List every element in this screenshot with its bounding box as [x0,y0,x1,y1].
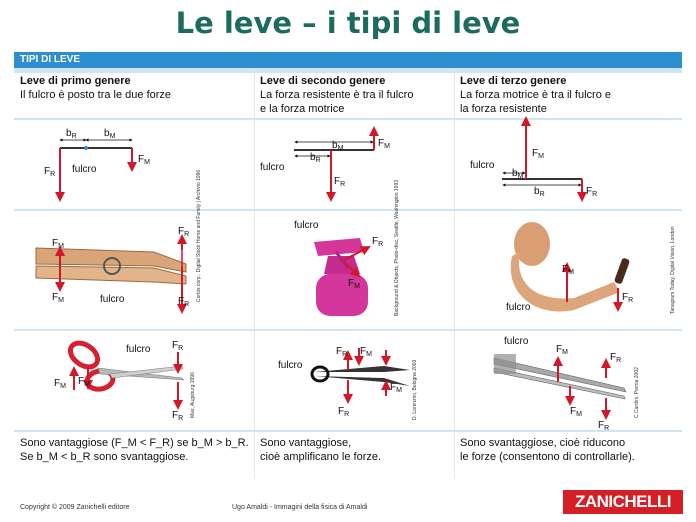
label-FR: $F_R$ [622,292,634,304]
label-bM: $b_M$ [512,168,524,180]
label-fulcro: fulcro [504,336,529,347]
copyright: Copyright © 2009 Zanichelli editore [20,504,130,511]
label-FR: $F_R$ [338,406,350,418]
photo-credit: Tanagram Today, Digital Vision, London [670,226,676,314]
label-FR: $F_R$ [598,420,610,432]
label-FM: $F_M$ [360,346,372,358]
label-FM: $F_M$ [570,406,582,418]
label-fulcro: fulcro [72,164,97,175]
publisher-logo: ZANICHELLI [563,490,683,514]
label-fulcro: fulcro [260,162,285,173]
col2-heading: Leve di secondo genere La forza resistente è tra il fulcro e la forza motrice [260,75,414,115]
label-FM: $F_M$ [348,278,360,290]
label-fulcro: fulcro [294,220,319,231]
photo-credit: D. Lorenzini, Bologna 2003 [412,359,418,420]
label-FM: $F_M$ [562,264,574,276]
label-FR: $F_R$ [172,340,184,352]
lever-diagrams [14,52,682,480]
label-FR: $F_R$ [336,346,348,358]
label-FR: $F_R$ [172,410,184,422]
arm-image [511,222,634,311]
fulcrum-point [84,146,88,150]
label-fulcro: fulcro [278,360,303,371]
photo-credit: C.Cardini, Parma 2002 [634,367,640,418]
label-FR: $F_R$ [334,176,346,188]
col3-heading: Leve di terzo genere La forza motrice è tra il fulcro e la forza resistente [460,75,612,115]
scissors-image [66,338,184,408]
photo-credit: Max, Augsburg 1996 [190,372,196,418]
col1-conclusion: Sono vantaggiose (F_M < F_R) se b_M > b_R. Se b_M < b_R sono svantaggiose. [20,437,249,463]
label-FM: $F_M$ [78,376,90,388]
label-FR: $F_R$ [586,186,598,198]
label-bR: $b_R$ [534,186,545,198]
book-title: Ugo Amaldi - Immagini della fisica di Amaldi [232,504,368,511]
label-fulcro: fulcro [470,160,495,171]
label-bR: $b_R$ [66,128,77,140]
second-class-diagram [294,128,374,200]
label-fulcro: fulcro [506,302,531,313]
label-bM: $b_M$ [332,140,344,152]
label-FM: $F_M$ [54,378,66,390]
col2-conclusion: Sono vantaggiose, cioè amplificano le forze. [260,437,382,463]
label-FR: $F_R$ [178,296,190,308]
label-FM: $F_M$ [556,344,568,356]
label-fulcro: fulcro [100,294,125,305]
label-FM: $F_M$ [378,138,390,150]
page-title: Le leve – i tipi di leve [175,6,521,40]
label-FM: $F_M$ [532,148,544,160]
label-FR: $F_R$ [372,236,384,248]
col1-heading: Leve di primo genere Il fulcro è posto tra le due forze [20,75,172,101]
label-FM: $F_M$ [52,238,64,250]
label-FR: $F_R$ [610,352,622,364]
label-FR: $F_R$ [44,166,56,178]
spray-bottle-image [314,238,369,316]
label-bM: $b_M$ [104,128,116,140]
photo-credit: Corbis corp., Digital Stock Home and Family | Archivio 1996 [196,169,202,302]
lever-types-table [14,52,682,480]
tweezers-image [494,354,626,418]
label-FM: $F_M$ [52,292,64,304]
label-FM: $F_M$ [138,154,150,166]
label-bR: $b_R$ [310,152,321,164]
label-FR: $F_R$ [178,226,190,238]
col3-conclusion: Sono svantaggiose, cioè riducono le forze (consentono di controllarle). [460,437,635,463]
label-FM: $F_M$ [390,382,402,394]
photo-credit: Background & Objects, Photo-disc, Seattle, Washington 1993 [394,179,400,316]
table-header: TIPI DI LEVE [14,52,682,68]
label-fulcro: fulcro [126,344,151,355]
